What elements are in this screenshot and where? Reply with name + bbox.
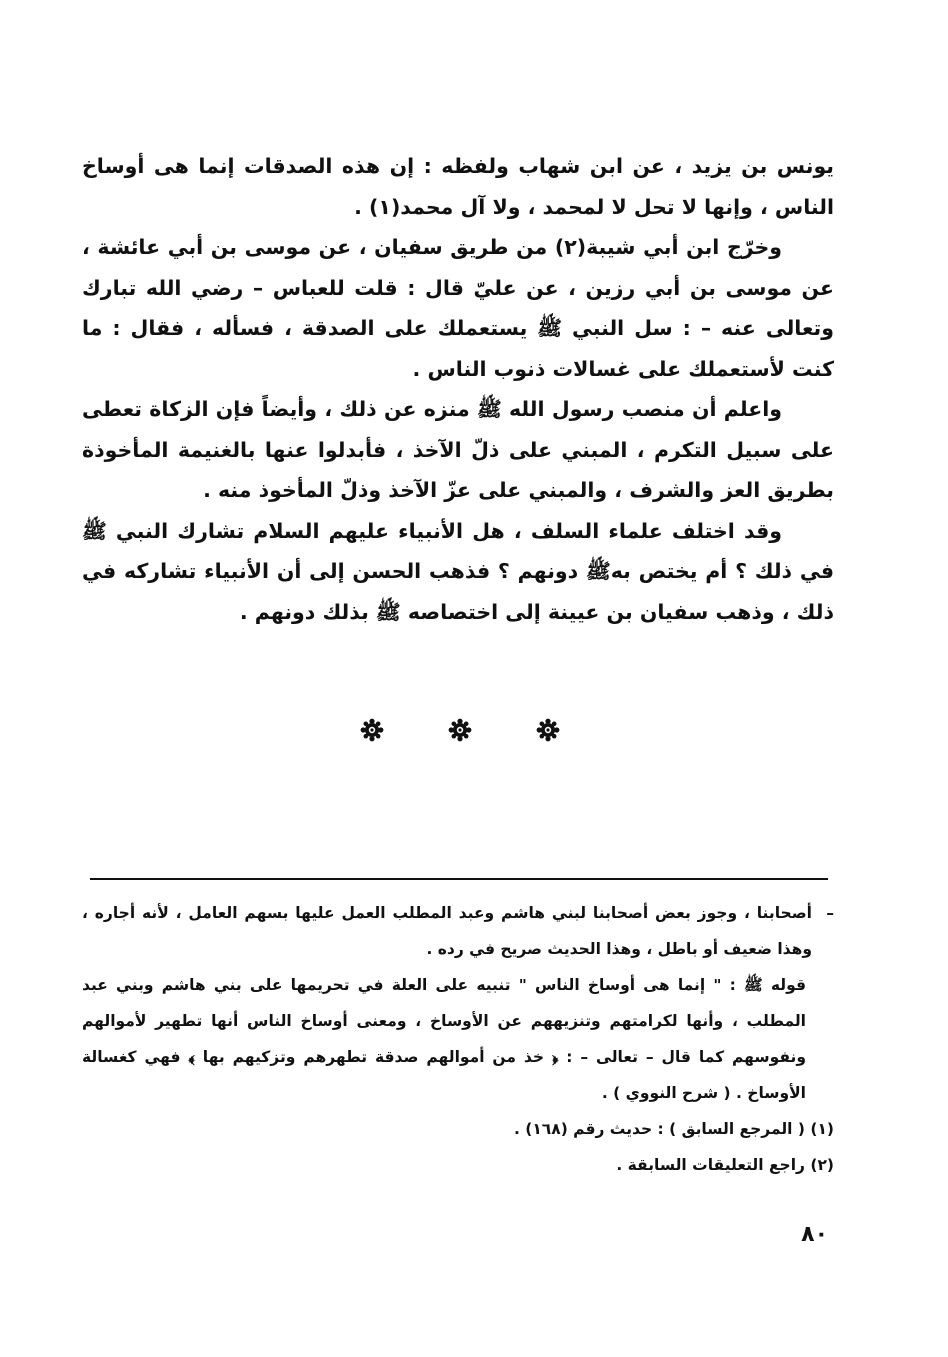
footnote-2: (٢) راجع التعليقات السابقة . xyxy=(616,1156,834,1174)
footnote-1: (١) ( المرجع السابق ) : حديث رقم (١٦٨) . xyxy=(513,1120,834,1138)
paragraph-3: واعلم أن منصب رسول الله ﷺ منزه عن ذلك ، وأيضاً فإن الزكاة تعطى على سبيل التكرم ، المبني على ذلّ الآخذ ، فأبدلوا عنها بالغنيمة المأخوذة بطريق العز والشرف ، والمبني على عزّ الآخذ وذلّ المأخوذ منه . xyxy=(82,397,834,502)
footnote-separator xyxy=(90,878,828,880)
page-number: ٨٠ xyxy=(801,1222,828,1247)
footnotes xyxy=(82,895,834,1183)
paragraph-4: وقد اختلف علماء السلف ، هل الأنبياء عليهم السلام تشارك النبي ﷺ في ذلك ؟ أم يختص بهﷺ دونهم ؟ فذهب الحسن إلى أن الأنبياء تشاركه في ذلك ، وذهب سفيان بن عيينة إلى اختصاصه ﷺ بذلك دونهم . xyxy=(82,518,834,624)
main-text xyxy=(82,146,834,632)
paragraph-1: يونس بن يزيد ، عن ابن شهاب ولفظه : إن هذه الصدقات إنما هى أوساخ الناس ، وإنها لا تحل لا لمحمد ، ولا آل محمد(١) . xyxy=(82,154,834,219)
continuation-dash: – xyxy=(826,904,834,922)
continuation-text: أصحابنا ، وجوز بعض أصحابنا لبني هاشم وعبد المطلب العمل عليها بسهم العامل ، لأنه أجاره ، وهذا ضعيف أو باطل ، وهذا الحديث صريح في رده . xyxy=(82,904,812,958)
ornament-icon xyxy=(360,718,384,742)
ornament-icon xyxy=(448,718,472,742)
ornament-icon xyxy=(536,718,560,742)
footnote-continuation xyxy=(82,895,834,967)
paragraph-2: وخرّج ابن أبي شيبة(٢) من طريق سفيان ، عن موسى بن أبي عائشة ، عن موسى بن أبي رزين ، عن عليّ قال : قلت للعباس – رضي الله تبارك وتعالى عنه – : سل النبي ﷺ يستعملك على الصدقة ، فسأله ، فقال : ما كنت لأستعملك على غسالات ذنوب الناس . xyxy=(82,235,834,381)
section-divider xyxy=(360,712,560,748)
footnote-commentary: قوله ﷺ : " إنما هى أوساخ الناس " تنبيه على العلة في تحريمها على بني هاشم وبني عبد المطلب ، وأنها لكرامتهم وتنزيههم عن الأوساخ ، ومعنى أوساخ الناس أنها تطهير لأموالهم ونفوسهم كما قال – تعالى – : ﴿ خذ من أموالهم صدقة تطهرهم وتزكيهم بها ﴾ فهي كغسالة الأوساخ . ( شرح النووي ) . xyxy=(82,976,806,1102)
